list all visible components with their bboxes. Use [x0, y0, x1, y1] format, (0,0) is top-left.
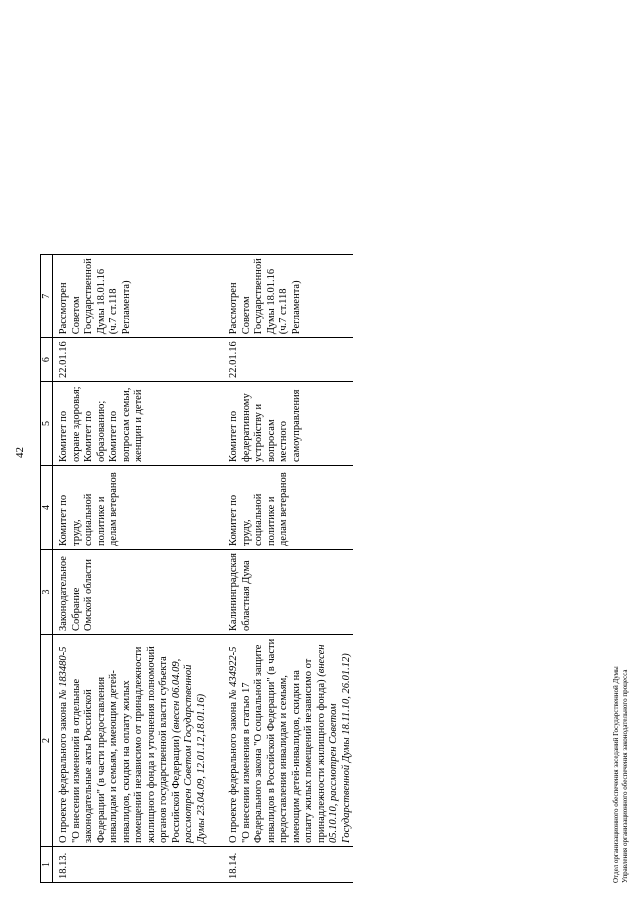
responsible-committee: Комитет по труду, социальной политике и делам ветеранов [53, 466, 225, 550]
column-number: 1 [41, 847, 53, 883]
decision-note: Рассмотрен Советом Государственной Думы 18.01.16 (ч.7 ст.118 Регламента) [53, 255, 225, 338]
footer-department: Отдел организационного обеспечения заседаний Государственной Думы [612, 666, 620, 883]
decision-note: Рассмотрен Советом Государственной Думы 18.01.16 (ч.7 ст.118 Регламента) [224, 255, 353, 338]
co-executor-committees: Комитет по охране здоровья; Комитет по образованию; Комитет по вопросам семьи, женщин и детей [53, 382, 225, 466]
review-date: 22.01.16 [224, 338, 353, 382]
bill-title-cell [224, 635, 353, 847]
bill-title-continued: "О внесении изменения в статью 17 Федерального закона "О социальной защите инвалидов в Российской Федерации" (в части предоставления инвалидам и семьям, имеющим детей-инвалидов, скидки на оплату жилых помещений независимо от принадлежности жилищного фонда) [240, 638, 327, 843]
footer-directorate: Управления организационного обеспечения законодательного процесса [621, 669, 629, 883]
table-row [224, 255, 353, 883]
bill-history-note: (внесен 06.04.09, рассмотрен Советом Государственной Думы 23.04.09, 12.01.12,18.01.16) [170, 658, 207, 843]
bill-title-text: О проекте федерального закона [228, 699, 239, 843]
column-number-row [41, 255, 53, 883]
column-number: 5 [41, 382, 53, 466]
bill-title-continued: "О внесении изменений в отдельные законодательные акты Российской Федерации" (в части предоставления инвалидам и семьям, имеющим детей-инвалидов, скидки на оплату жилых помещений независимо от принадлежности жилищного фонда и уточнения полномочий органов государственной власти субъекта Российской Федерации) [70, 646, 182, 843]
footer [612, 666, 630, 883]
row-number: 18.14. [224, 847, 353, 883]
bill-number: № 434922-5 [228, 646, 239, 700]
bill-title-cell [53, 635, 225, 847]
bill-number: № 183480-5 [58, 646, 69, 700]
bill-author: Законодательное Собрание Омской области [53, 550, 225, 635]
column-number: 2 [41, 635, 53, 847]
bills-table [40, 254, 353, 883]
co-executor-committees: Комитет по федеративному устройству и вопросам местного самоуправления [224, 382, 353, 466]
column-number: 4 [41, 466, 53, 550]
row-number: 18.13. [53, 847, 225, 883]
bill-history-note: (внесен 05.10.10, рассмотрен Советом Государственной Думы 18.11.10, 26.01.12) [315, 644, 352, 843]
column-number: 7 [41, 255, 53, 338]
review-date: 22.01.16 [53, 338, 225, 382]
column-number: 6 [41, 338, 53, 382]
table-row [53, 255, 225, 883]
bill-title-text: О проекте федерального закона [58, 699, 69, 843]
bill-author: Калининградская областная Дума [224, 550, 353, 635]
column-number: 3 [41, 550, 53, 635]
responsible-committee: Комитет по труду, социальной политике и делам ветеранов [224, 466, 353, 550]
page-number: 42 [14, 447, 26, 458]
